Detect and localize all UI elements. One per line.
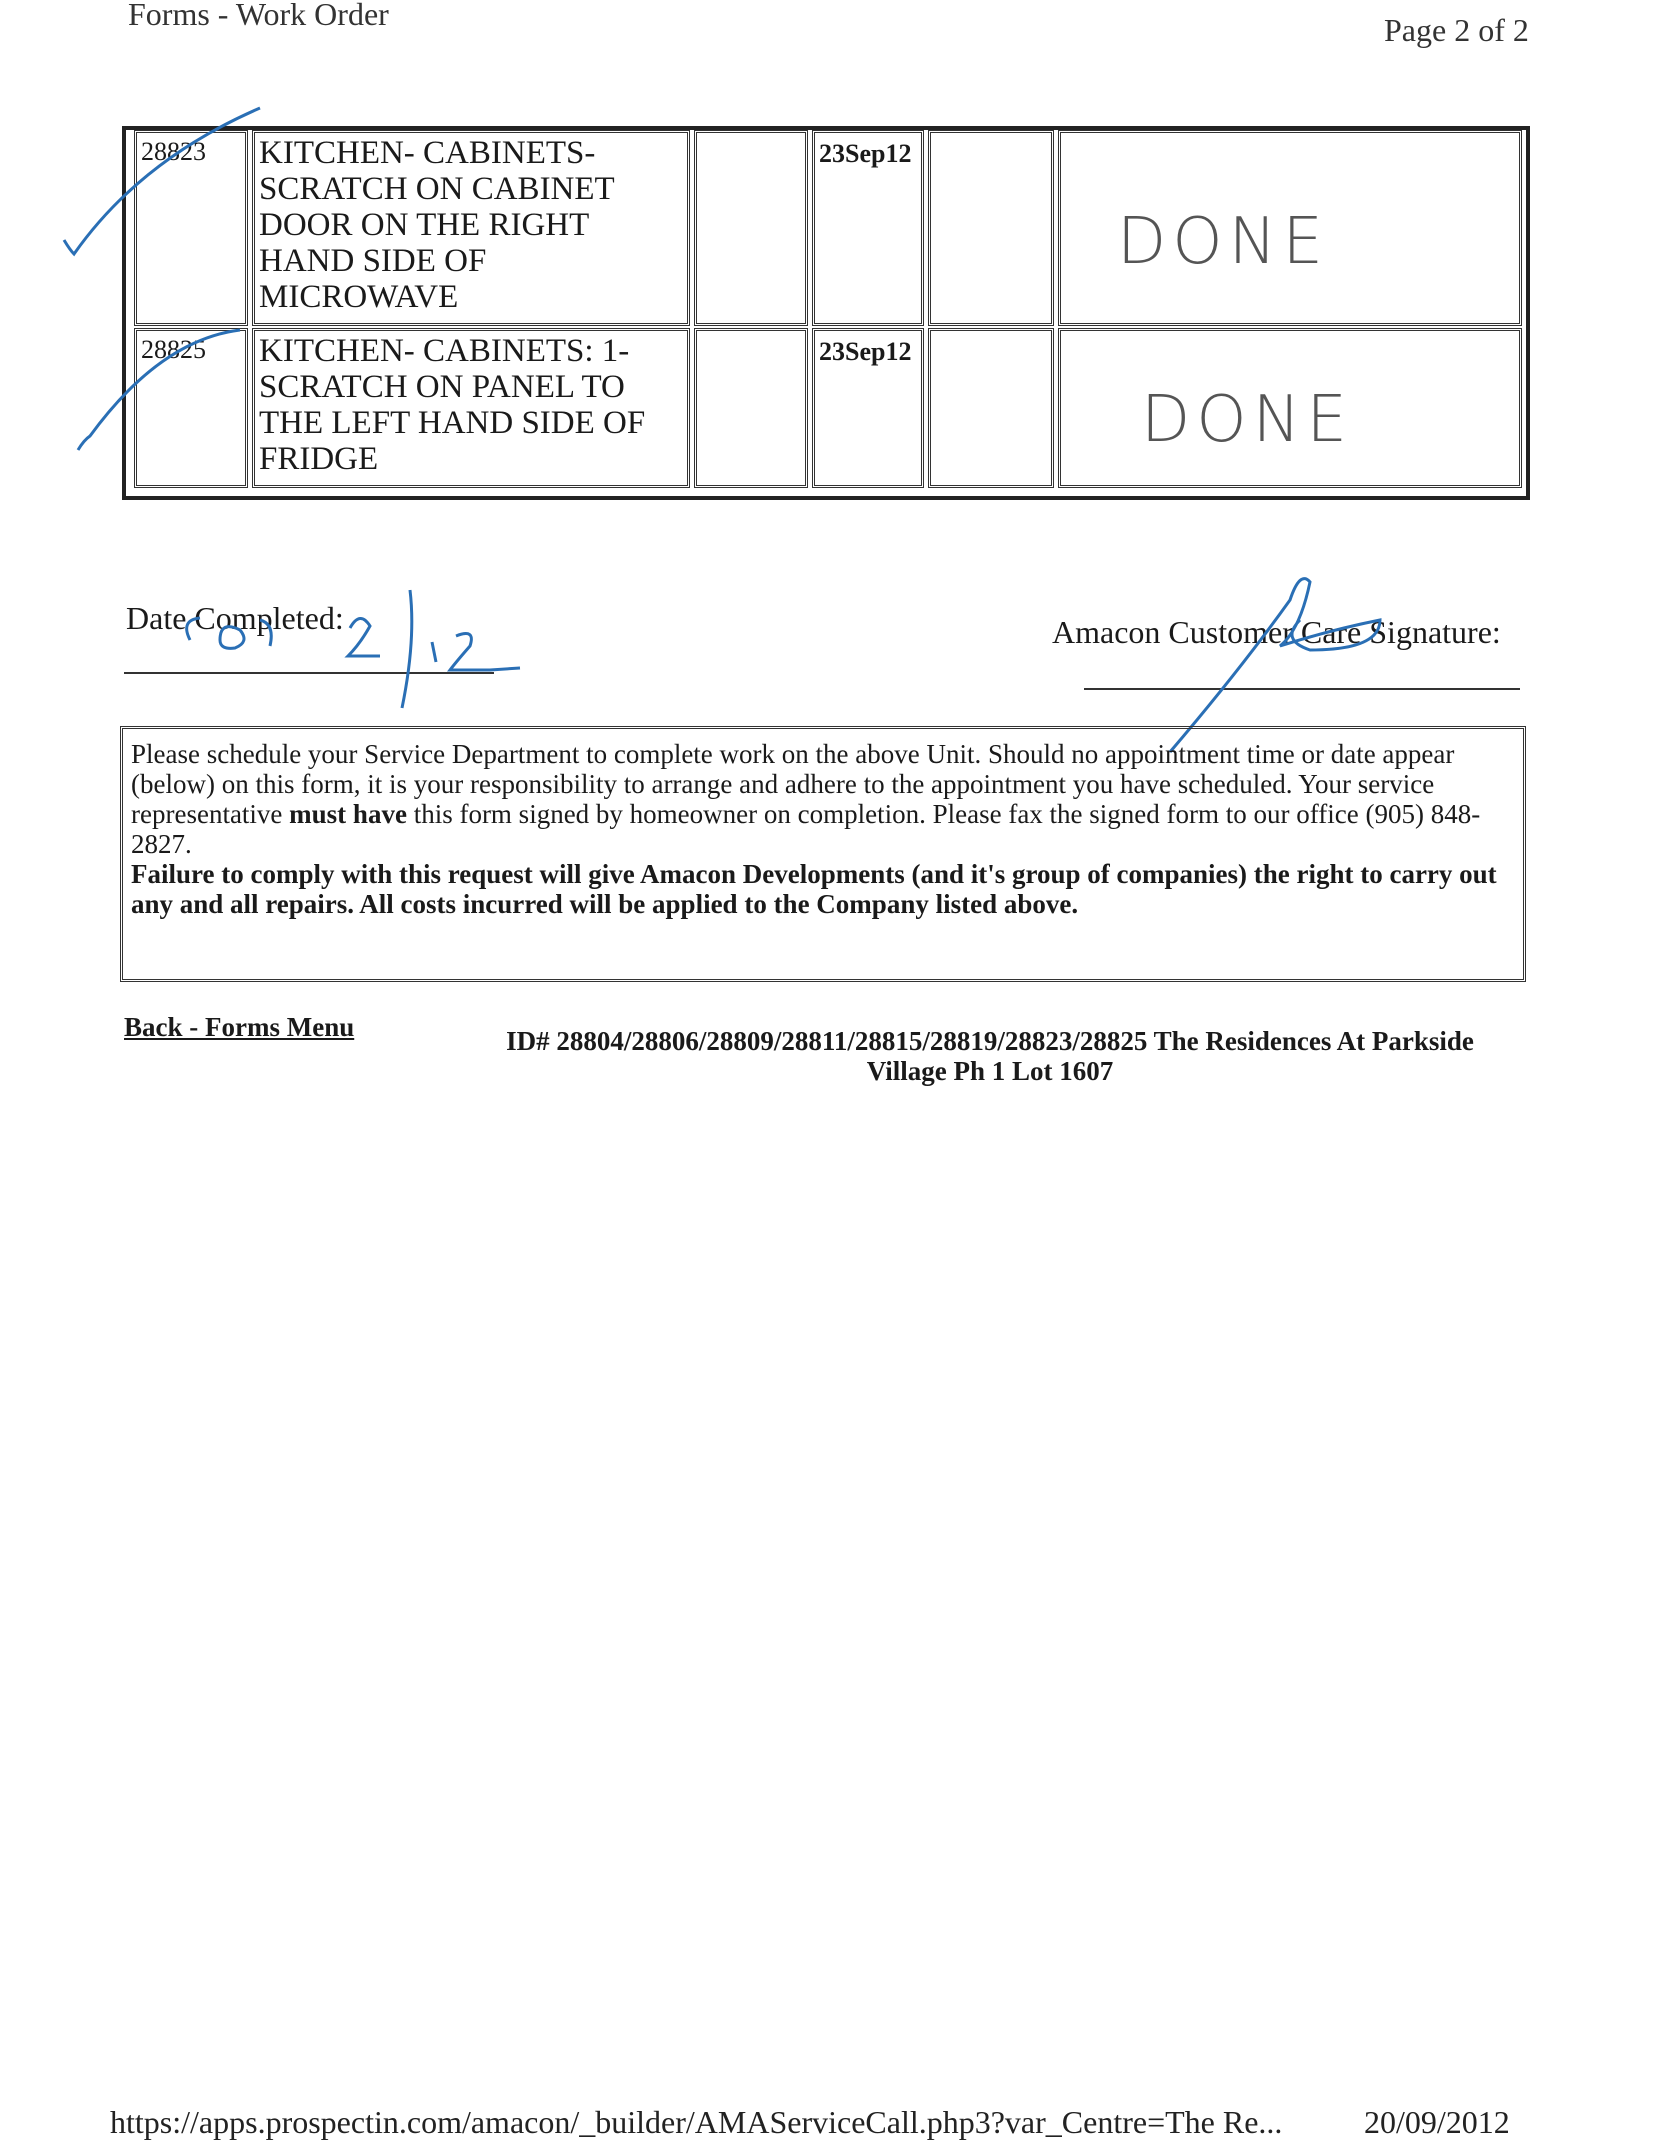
notice-emphasis: must have [289,799,407,829]
blank-cell [928,130,1054,326]
handwritten-date-icon [180,580,540,720]
handwritten-done: DONE [1141,383,1353,457]
work-order-table [122,126,1530,500]
work-order-description: KITCHEN- CABINETS: 1- SCRATCH ON PANEL TO THE LEFT HAND SIDE OF FRIDGE [252,328,690,488]
notice-warning: Failure to comply with this request will give Amacon Developments (and it's group of companies) the right to carry out any and all repairs. All costs incurred will be applied to the Company listed above. [131,859,1497,919]
work-order-id: 28823 [134,130,248,326]
handwritten-done: DONE [1117,205,1329,279]
footer-date: 20/09/2012 [1364,2104,1510,2140]
blank-cell [694,130,808,326]
notice-box [120,726,1526,982]
blank-cell [694,328,808,488]
checkmark-icon [50,100,290,480]
blank-cell [928,328,1054,488]
status-cell [1058,130,1522,326]
work-order-date: 23Sep12 [812,328,924,488]
page-indicator: Page 2 of 2 [1384,12,1529,48]
status-cell [1058,328,1522,488]
notice-text: Please schedule your Service Department to complete work on the above Unit. Should no appointment time or date appear (below) on this form, it is your responsibility to arrange and adhere to the appointment you have scheduled. Your service representative [131,739,1455,829]
date-completed-label: Date Completed: [126,600,344,636]
footer-url: https://apps.prospectin.com/amacon/_builder/AMAServiceCall.php3?var_Centre=The Re... [110,2104,1283,2140]
table-row [126,130,1526,326]
table-row [126,328,1526,488]
work-order-id: 28825 [134,328,248,488]
back-forms-menu-link[interactable]: Back - Forms Menu [124,1012,355,1042]
form-title: Forms - Work Order [128,0,389,32]
signature-label: Amacon Customer Care Signature: [1052,614,1501,650]
notice-text-cont: this form signed by homeowner on completion. Please fax the signed form to our office (905) 848-2827. [131,799,1481,859]
work-order-description: KITCHEN- CABINETS- SCRATCH ON CABINET DOOR ON THE RIGHT HAND SIDE OF MICROWAVE [252,130,690,326]
id-line: ID# 28804/28806/28809/28811/28815/28819/28823/28825 The Residences At Parkside Village Ph 1 Lot 1607 [506,1026,1474,1086]
work-order-date: 23Sep12 [812,130,924,326]
